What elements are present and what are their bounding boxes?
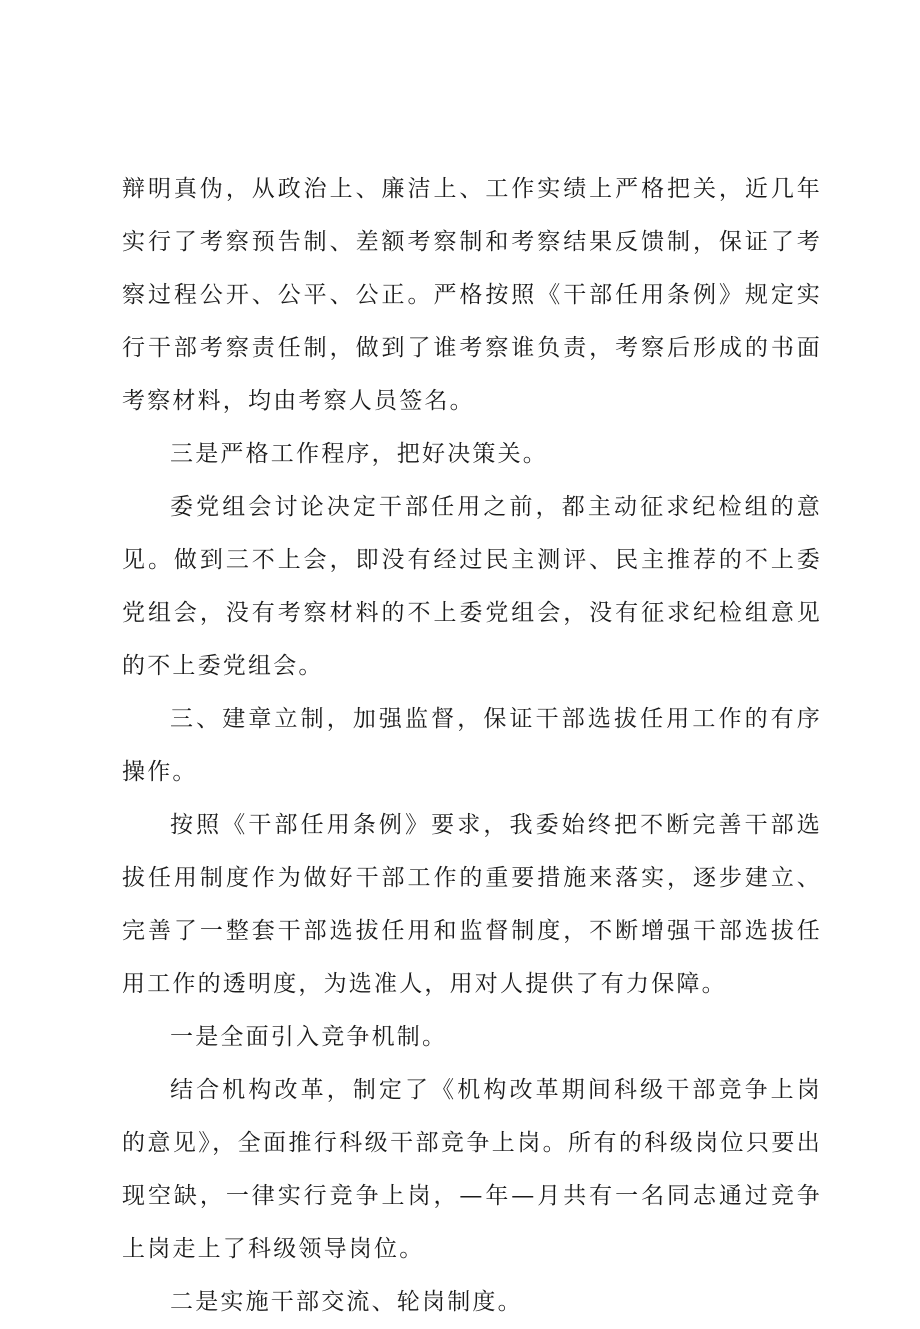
paragraph-continuation: 辩明真伪，从政治上、廉洁上、工作实绩上严格把关，近几年实行了考察预告制、差额考察制和考察结果反馈制，保证了考察过程公开、公平、公正。严格按照《干部任用条例》规定实行干部考察责任制，做到了谁考察谁负责，考察后形成的书面考察材料，均由考察人员签名。 xyxy=(122,176,822,414)
paragraph-heading-rotation: 二是实施干部交流、轮岗制度。 xyxy=(170,1289,523,1315)
section-heading-three: 三、建章立制，加强监督，保证干部选拔任用工作的有序操作。 xyxy=(122,706,822,785)
paragraph-regulations: 按照《干部任用条例》要求，我委始终把不断完善干部选拔任用制度作为做好干部工作的重要措施来落实，逐步建立、完善了一整套干部选拔任用和监督制度，不断增强干部选拔任用工作的透明度，为选准人，用对人提供了有力保障。 xyxy=(122,812,822,997)
paragraph-heading-procedure: 三是严格工作程序，把好决策关。 xyxy=(170,441,548,467)
paragraph-heading-competition: 一是全面引入竞争机制。 xyxy=(170,1024,448,1050)
document-body xyxy=(122,163,822,1329)
paragraph-reform: 结合机构改革，制定了《机构改革期间科级干部竞争上岗的意见》，全面推行科级干部竞争上岗。所有的科级岗位只要出现空缺，一律实行竞争上岗，—年—月共有一名同志通过竞争上岗走上了科级领导岗位。 xyxy=(122,1077,822,1262)
paragraph-party-meeting: 委党组会讨论决定干部任用之前，都主动征求纪检组的意见。做到三不上会，即没有经过民主测评、民主推荐的不上委党组会，没有考察材料的不上委党组会，没有征求纪检组意见的不上委党组会。 xyxy=(122,494,822,679)
